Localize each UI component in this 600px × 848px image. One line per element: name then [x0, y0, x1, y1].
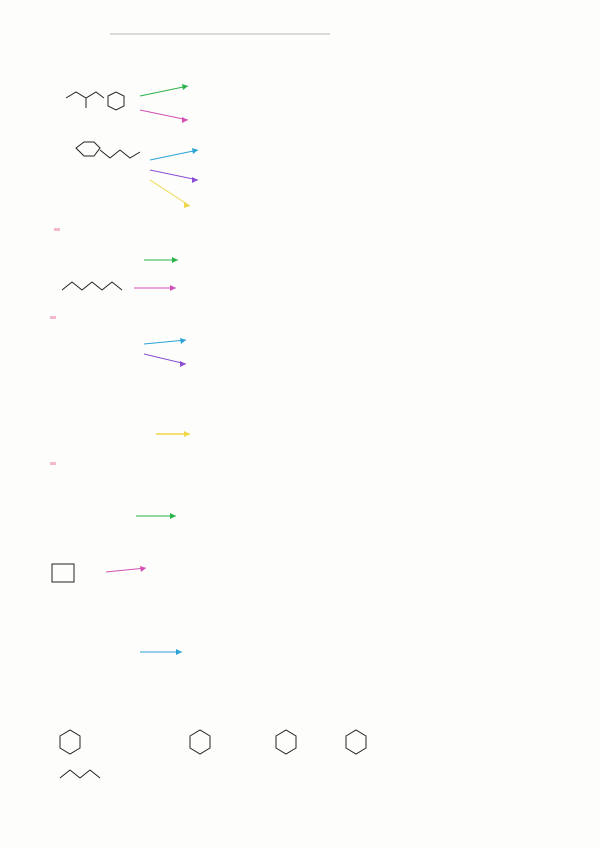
arrow-purple-1	[150, 170, 198, 180]
arrow-blue-2	[144, 340, 186, 344]
arrowhead-pink-2	[170, 285, 176, 291]
arrow-green-1	[140, 86, 188, 96]
arrow-pink-1	[140, 110, 188, 120]
molecule-cyclohexanol-1	[190, 730, 210, 754]
molecule-alcohol-1	[66, 92, 124, 110]
arrowhead-pink-1	[182, 117, 188, 123]
molecule-cyclohexanone	[346, 730, 366, 754]
molecule-cyclobutane	[52, 564, 74, 582]
arrowhead-green-3	[170, 513, 176, 519]
arrowhead-blue-1	[192, 148, 198, 154]
arrowhead-pink-3	[140, 566, 146, 572]
molecule-cyclohexene	[60, 730, 80, 754]
arrow-blue-1	[150, 150, 198, 160]
molecule-ketone	[62, 282, 122, 290]
arrowhead-green-1	[182, 84, 188, 90]
arrow-purple-2	[144, 354, 186, 364]
arrowhead-blue-3	[176, 649, 182, 655]
molecule-alkene	[60, 770, 100, 778]
molecule-cyclohexanol-2	[276, 730, 296, 754]
arrowhead-purple-1	[192, 177, 198, 183]
molecule-alcohol-2	[76, 142, 140, 158]
arrowhead-purple-2	[180, 361, 186, 367]
arrowhead-yellow-2	[184, 431, 190, 437]
arrowhead-green-2	[172, 257, 178, 263]
arrow-pink-3	[106, 568, 146, 572]
arrowhead-blue-2	[180, 338, 186, 344]
